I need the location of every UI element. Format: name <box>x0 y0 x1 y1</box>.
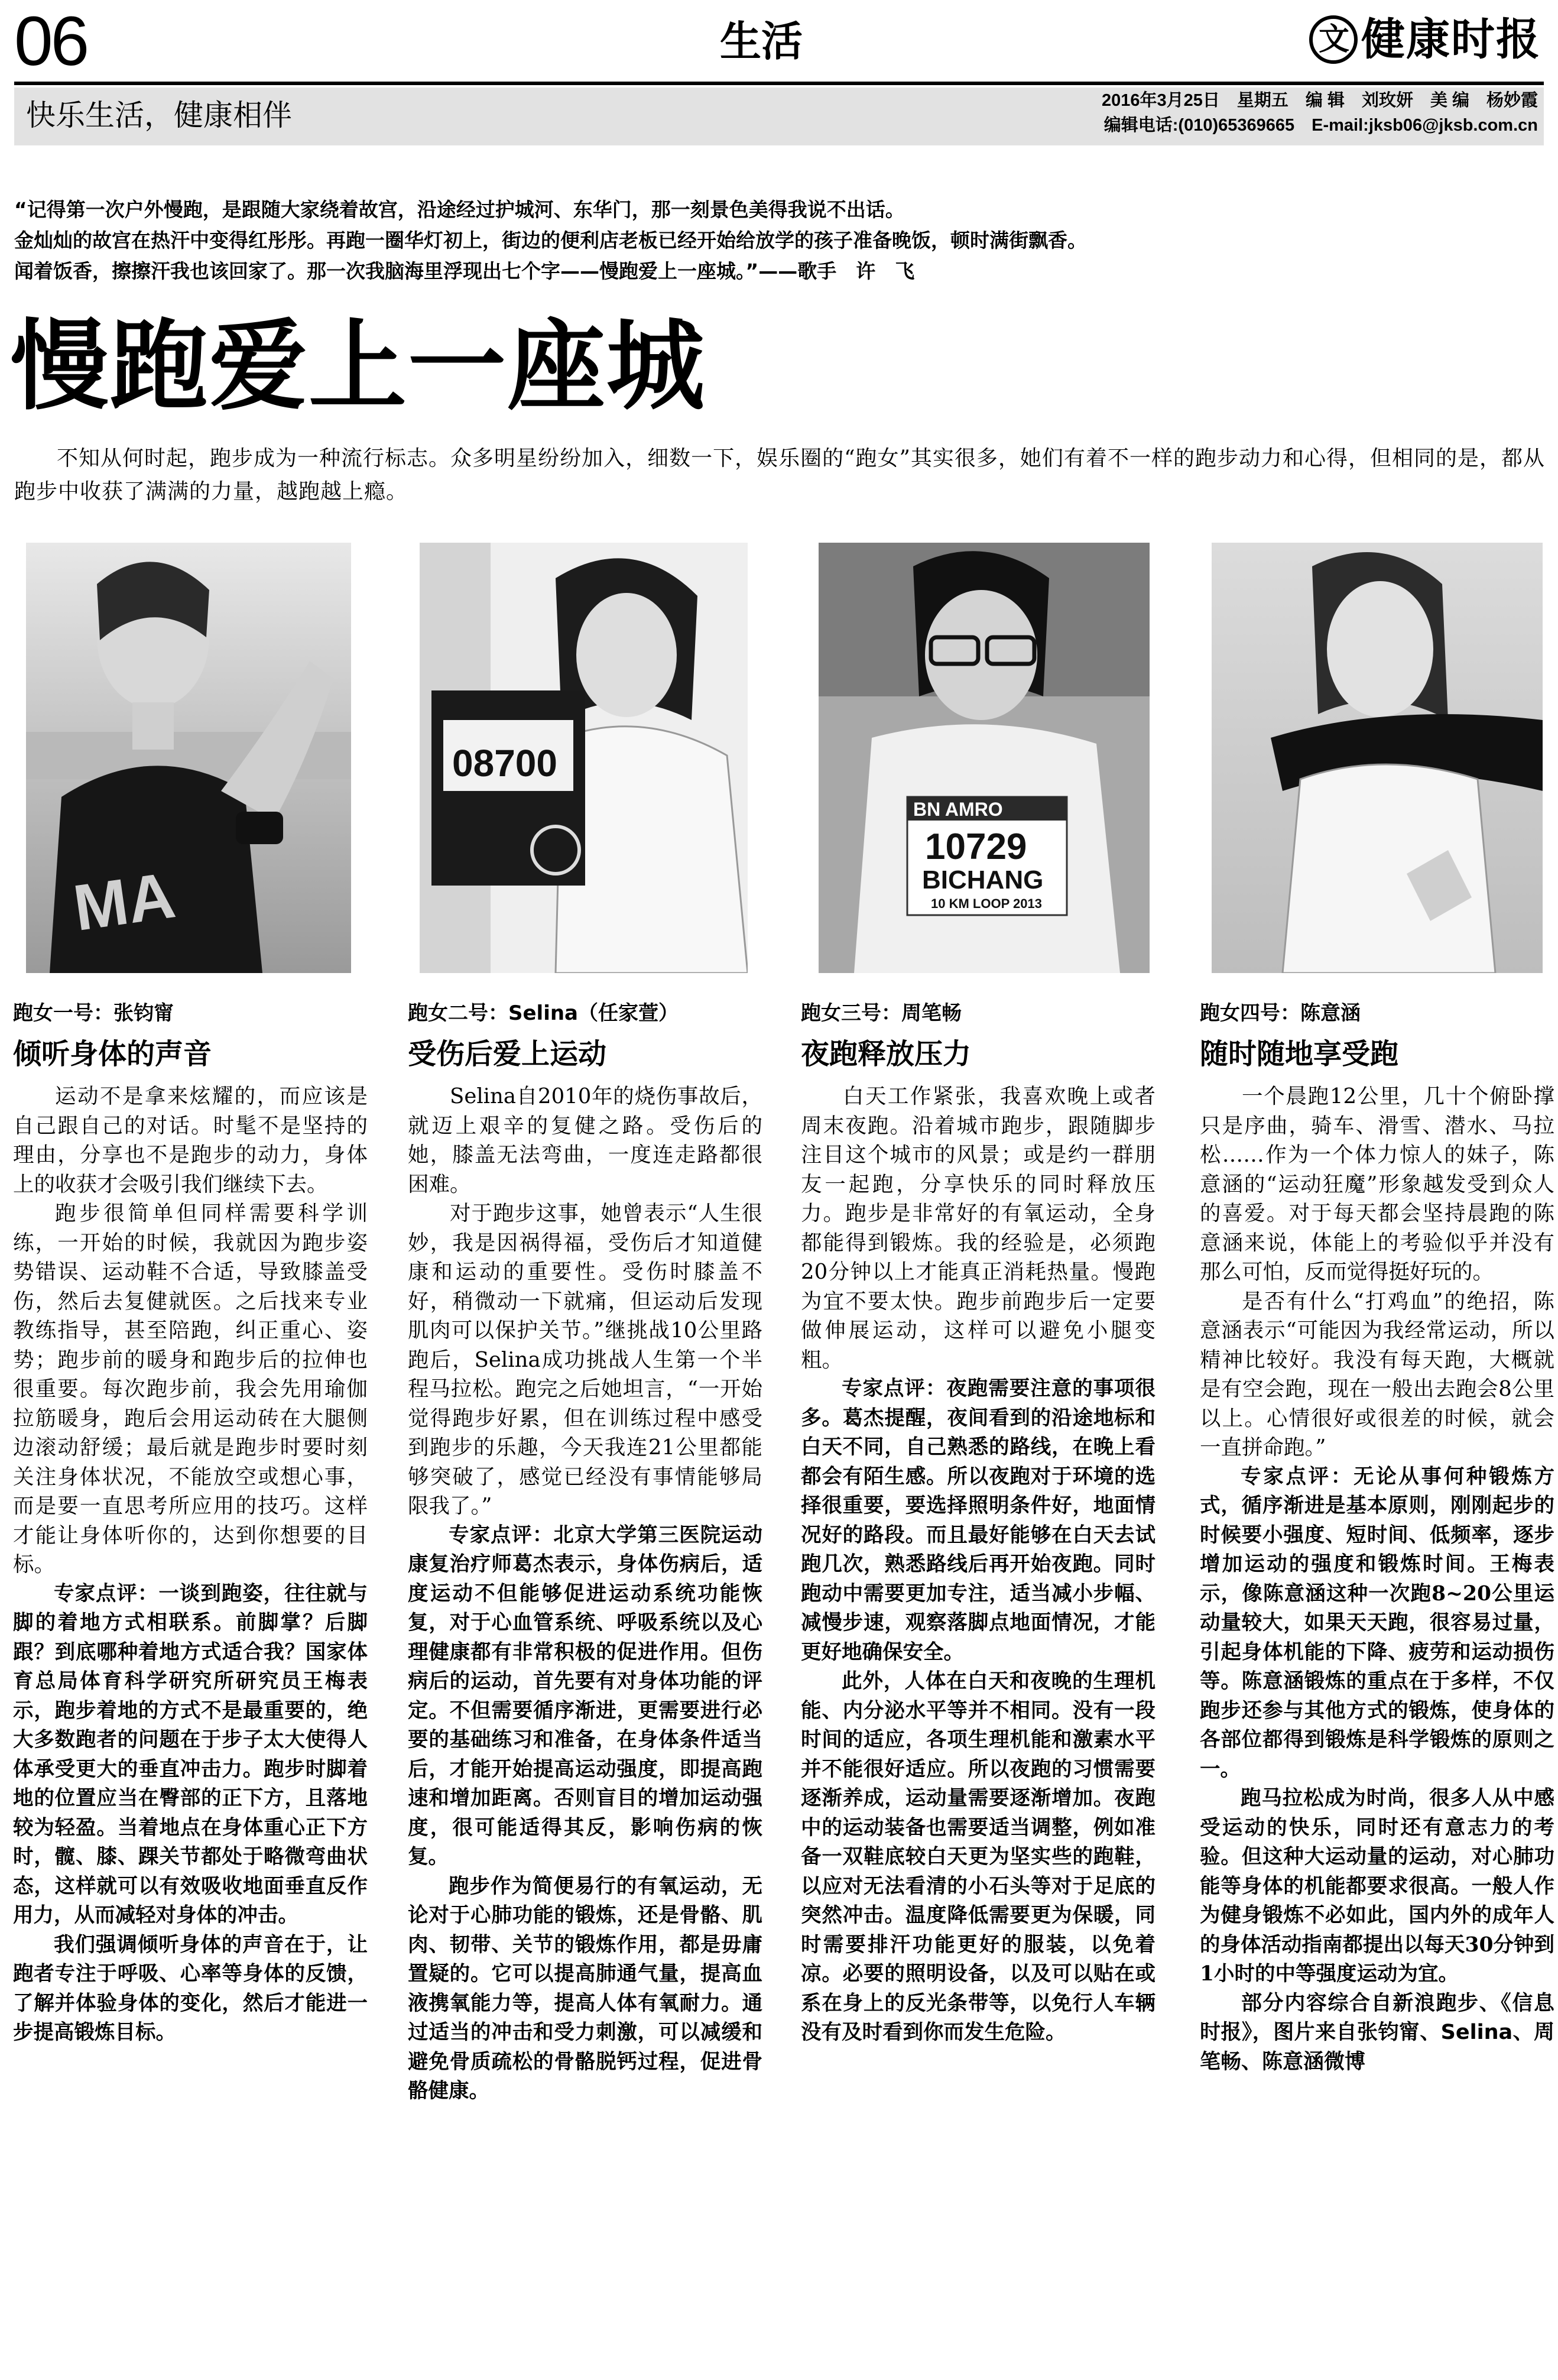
bib-number: 10729 <box>925 826 1027 867</box>
paragraph: 运动不是拿来炫耀的，而应该是自己跟自己的对话。时髦不是坚持的理由，分享也不是跑步的动力，身体上的收获才会吸引我们继续下去。 <box>13 1084 368 1197</box>
photo-runner-4-image <box>1212 543 1543 973</box>
source-credit: 部分内容综合自新浪跑步、《信息时报》，图片来自张钧甯、Selina、周笔畅、陈意涵微博 <box>1200 1991 1554 2074</box>
expert-label: 专家点评： <box>449 1523 554 1547</box>
paragraph: 跑马拉松成为时尚，很多人从中感受运动的快乐，同时还有意志力的考验。但这种大运动量的运动，对心肺功能等身体的机能都要求很高。一般人作为健身锻炼不必如此，国内外的成年人的身体活动指南都提出以每天30分钟到1小时的中等强度运动为宜。 <box>1200 1786 1555 1986</box>
paragraph: 白天工作紧张，我喜欢晚上或者周末夜跑。沿着城市跑步，跟随脚步注目这个城市的风景；或是约一群朋友一起跑，分享快乐的同时释放压力。跑步是非常好的有氧运动，全身都能得到锻炼。我的经验是，必须跑20分钟以上才能真正消耗热量。慢跑为宜不要太快。跑步前跑步后一定要做伸展运动，这样可以避免小腿变粗。 <box>801 1084 1155 1372</box>
column-subhead: 倾听身体的声音 <box>13 1037 212 1071</box>
expert-text: 无论从事何种锻炼方式，循序渐进是基本原则，刚刚起步的时候要小强度、短时间、低频率，逐步增加运动的强度和锻炼时间。王梅表示，像陈意涵这种一次跑8~20公里运动量较大，如果天天跑，很容易过量，引起身体机能的下降、疲劳和运动损伤等。陈意涵锻炼的重点在于多样，不仅跑步还参与其他方式的锻炼，使身体的各部位都得到锻炼是科学锻炼的原则之一。 <box>1200 1464 1555 1781</box>
paragraph: 是否有什么“打鸡血”的绝招，陈意涵表示“可能因为我经常运动，所以精神比较好。我没有每天跑，大概就是有空会跑，现在一般出去跑会8公里以上。心情很好或很差的时候，就会一直拼命跑。” <box>1200 1289 1554 1460</box>
expert-text: 一谈到跑姿，往往就与脚的着地方式相联系。前脚掌？后脚跟？到底哪种着地方式适合我？国家体育总局体育科学研究所研究员王梅表示，跑步着地的方式不是最重要的，绝大多数跑者的问题在于步子太大使得人体承受更大的垂直冲击力。跑步时脚着地的位置应当在臀部的正下方，且落地较为轻盈。当着地点在身体重心正下方时，髋、膝、踝关节都处于略微弯曲状态，这样就可以有效吸收地面垂直反作用力，从而减轻对身体的冲击。 <box>13 1581 368 1927</box>
paragraph: 此外，人体在白天和夜晚的生理机能、内分泌水平等并不相同。没有一段时间的适应，各项生理机能和激素水平并不能很好适应。所以夜跑的习惯需要逐渐养成，运动量需要逐渐增加。夜跑中的运动装备也需要适当调整，例如准备一双鞋底较白天更为坚实些的跑鞋，以应对无法看清的小石头等对于足底的突然冲击。温度降低需要更为保暖，同时需要排汗功能更好的服装，以免着凉。必要的照明设备，以及可以贴在或系在身上的反光条带等，以免行人车辆没有及时看到你而发生危险。 <box>801 1669 1155 2044</box>
page-number: 06 <box>14 2 87 80</box>
expert-label: 专家点评： <box>54 1581 159 1606</box>
race-bib-number: 08700 <box>452 742 557 784</box>
runner-label: 跑女一号：张钧甯 <box>13 1001 174 1025</box>
article-column-2 <box>408 998 762 2106</box>
paragraph: 跑步作为简便易行的有氧运动，无论对于心肺功能的锻炼，还是骨骼、肌肉、韧带、关节的锻炼作用，都是毋庸置疑的。它可以提高肺通气量，提高血液携氧能力等，提高人体有氧耐力。通过适当的冲击和受力刺激，可以减缓和避免骨质疏松的骨骼脱钙过程，促进骨骼健康。 <box>408 1874 762 2103</box>
photo-runner-1-image <box>26 543 351 973</box>
expert-text: 夜跑需要注意的事项很多。葛杰提醒，夜间看到的沿途地标和白天不同，自己熟悉的路线，在晚上看都会有陌生感。所以夜跑对于环境的选择很重要，要选择照明条件好，地面情况好的路段。而且最好能够在白天去试跑几次，熟悉路线后再开始夜跑。同时跑动中需要更加专注，适当减小步幅、减慢步速，观察落脚点地面情况，才能更好地确保安全。 <box>801 1377 1156 1664</box>
logo-mark-icon <box>1309 15 1358 64</box>
logo-name: 健康时报 <box>1361 14 1541 65</box>
bib-sponsor: BN AMRO <box>913 799 1003 820</box>
photo-runner-3 <box>819 543 1150 973</box>
headline: 慢跑爱上一座城 <box>11 309 706 424</box>
column-subhead: 受伤后爱上运动 <box>408 1037 607 1071</box>
expert-comment <box>13 1580 368 1931</box>
paragraph: 一个晨跑12公里，几十个俯卧撑只是序曲，骑车、滑雪、潜水、马拉松……作为一个体力惊人的妹子，陈意涵的“运动狂魔”形象越发受到众人的喜爱。对于每天都会坚持晨跑的陈意涵来说，体能上的考验似乎并没有那么可怕，反而觉得挺好玩的。 <box>1200 1084 1554 1284</box>
photo-runner-1 <box>26 543 351 973</box>
expert-label: 专家点评： <box>842 1377 947 1400</box>
bib-event: 10 KM LOOP 2013 <box>931 896 1042 911</box>
photo-runner-2 <box>420 543 748 973</box>
tagline: 快乐生活，健康相伴 <box>26 98 292 132</box>
runner-label: 跑女二号：Selina（任家萱） <box>408 1001 679 1025</box>
top-rule <box>14 82 1544 85</box>
quote-line-3: 闻着饭香，擦擦汗我也该回家了。那一次我脑海里浮现出七个字——慢跑爱上一座城。”——歌手 许 飞 <box>14 260 915 283</box>
quote-line-1: “记得第一次户外慢跑，是跟随大家绕着故宫，沿途经过护城河、东华门，那一刻景色美得我说不出话。 <box>14 198 905 221</box>
shirt-print: MA <box>69 858 180 945</box>
runner-label: 跑女四号：陈意涵 <box>1200 1001 1361 1025</box>
photo-runner-2-image <box>420 543 748 973</box>
contact-info: 编辑电话:(010)65369665 E-mail:jksb06@jksb.com.cn <box>1103 116 1538 135</box>
intro-paragraph: 不知从何时起，跑步成为一种流行标志。众多明星纷纷加入，细数一下，娱乐圈的“跑女”其实很多，她们有着不一样的跑步动力和心得，但相同的是，都从跑步中收获了满满的力量，越跑越上瘾。 <box>14 446 1545 504</box>
section-title: 生活 <box>720 17 803 66</box>
paragraph: Selina自2010年的烧伤事故后，就迈上艰辛的复健之路。受伤后的她，膝盖无法弯曲，一度连走路都很困难。 <box>408 1084 762 1197</box>
expert-text: 北京大学第三医院运动康复治疗师葛杰表示，身体伤病后，适度运动不但能够促进运动系统功能恢复，对于心血管系统、呼吸系统以及心理健康都有非常积极的促进作用。但伤病后的运动，首先要有对身体功能的评定。不但需要循序渐进，更需要进行必要的基础练习和准备，在身体条件适当后，才能开始提高运动强度，即提高跑速和增加距离。否则盲目的增加运动强度，很可能适得其反，影响伤病的恢复。 <box>408 1523 763 1869</box>
newspaper-logo <box>1309 8 1541 71</box>
article-column-1 <box>13 998 368 2048</box>
expert-comment <box>801 1374 1155 1667</box>
paragraph: 我们强调倾听身体的声音在于，让跑者专注于呼吸、心率等身体的反馈，了解并体验身体的变化，然后才能进一步提高锻炼目标。 <box>13 1932 368 2044</box>
photo-runner-4 <box>1212 543 1543 973</box>
column-subhead: 夜跑释放压力 <box>801 1037 972 1071</box>
issue-info: 2016年3月25日 星期五 编 辑 刘玫妍 美 编 杨妙霞 <box>1101 91 1538 110</box>
quote-line-2: 金灿灿的故宫在热汗中变得红彤彤。再跑一圈华灯初上，街边的便利店老板已经开始给放学的孩子准备晚饭，顿时满街飘香。 <box>14 229 1087 252</box>
expert-comment <box>1200 1463 1554 1785</box>
logo-mark-glyph: 文 <box>1319 21 1350 57</box>
article-column-4 <box>1200 998 1554 2077</box>
paragraph: 对于跑步这事，她曾表示“人生很妙，我是因祸得福，受伤后才知道健康和运动的重要性。受伤时膝盖不好，稍微动一下就痛，但运动后发现肌肉可以保护关节。”继挑战10公里路跑后，Selina成功挑战人生第一个半程马拉松。跑完之后她坦言，“一开始觉得跑步好累，但在训练过程中感受到跑步的乐趣，今天我连21公里都能够突破了，感觉已经没有事情能够局限我了。” <box>408 1201 762 1518</box>
expert-label: 专家点评： <box>1241 1464 1353 1489</box>
paragraph: 跑步很简单但同样需要科学训练，一开始的时候，我就因为跑步姿势错误、运动鞋不合适，导致膝盖受伤，然后去复健就医。之后找来专业教练指导，甚至陪跑，纠正重心、姿势；跑步前的暖身和跑步后的拉伸也很重要。每次跑步前，我会先用瑜伽拉筋暖身，跑后会用运动砖在大腿侧边滚动舒缓；最后就是跑步时要时刻关注身体状况，不能放空或想心事，而是要一直思考所应用的技巧。这样才能让身体听你的，达到你想要的目标。 <box>13 1201 368 1577</box>
photo-runner-3-image <box>819 543 1150 973</box>
runner-label: 跑女三号：周笔畅 <box>801 1001 962 1025</box>
expert-comment <box>408 1521 762 1872</box>
column-subhead: 随时随地享受跑 <box>1200 1037 1399 1071</box>
article-column-3 <box>801 998 1155 2048</box>
bib-name: BICHANG <box>922 865 1044 894</box>
